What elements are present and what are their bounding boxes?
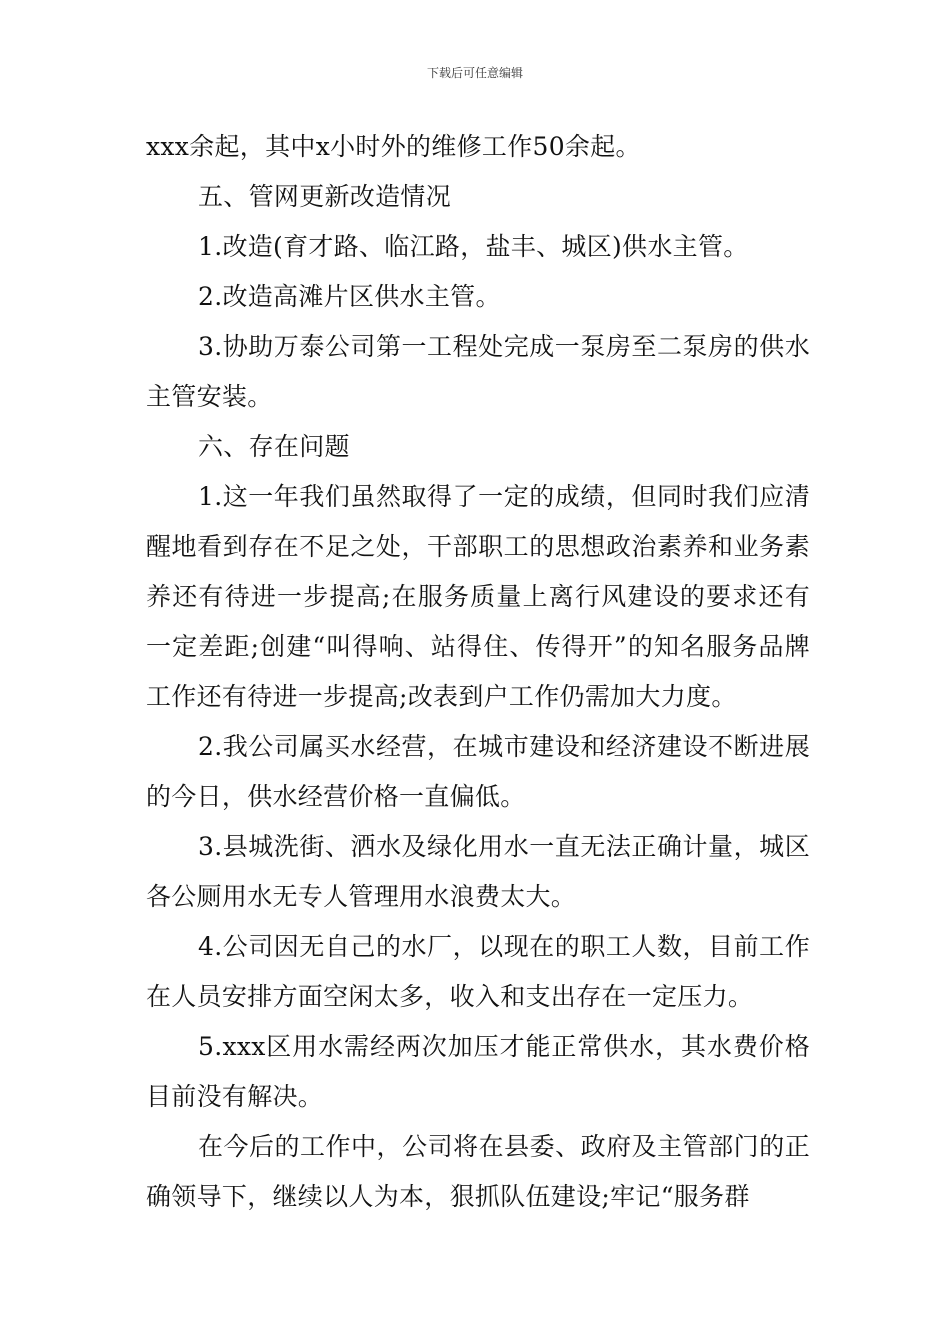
list-item-problem-3: 3.县城洗街、洒水及绿化用水一直无法正确计量，城区各公厕用水无专人管理用水浪费太大。: [146, 832, 810, 911]
page-header-note: 下载后可任意编辑: [426, 66, 523, 80]
list-item-renovation-2: 2.改造高滩片区供水主管。: [198, 282, 501, 311]
list-item-renovation-1: 1.改造(育才路、临江路，盐丰、城区)供水主管。: [198, 232, 749, 261]
paragraph-future-work: 在今后的工作中，公司将在县委、政府及主管部门的正确领导下，继续以人为本，狠抓队伍建设;牢记“服务群: [146, 1132, 810, 1211]
section-heading-problems: 六、存在问题: [198, 432, 350, 461]
list-item-problem-5: 5.xxx区用水需经两次加压才能正常供水，其水费价格目前没有解决。: [146, 1032, 810, 1111]
section-heading-pipe-renovation: 五、管网更新改造情况: [198, 182, 452, 211]
list-item-problem-2: 2.我公司属买水经营，在城市建设和经济建设不断进展的今日，供水经营价格一直偏低。: [146, 732, 810, 811]
list-item-problem-1: 1.这一年我们虽然取得了一定的成绩，但同时我们应清醒地看到存在不足之处，干部职工的思想政治素养和业务素养还有待进一步提高;在服务质量上离行风建设的要求还有一定差距;创建“叫得响、站得住、传得开”的知名服务品牌工作还有待进一步提高;改表到户工作仍需加大力度。: [146, 482, 810, 711]
document-body: [146, 122, 810, 1222]
list-item-renovation-3: 3.协助万泰公司第一工程处完成一泵房至二泵房的供水主管安装。: [146, 332, 810, 411]
list-item-problem-4: 4.公司因无自己的水厂，以现在的职工人数，目前工作在人员安排方面空闲太多，收入和支出存在一定压力。: [146, 932, 810, 1011]
paragraph-continuation: xxx余起，其中x小时外的维修工作50余起。: [146, 132, 641, 161]
